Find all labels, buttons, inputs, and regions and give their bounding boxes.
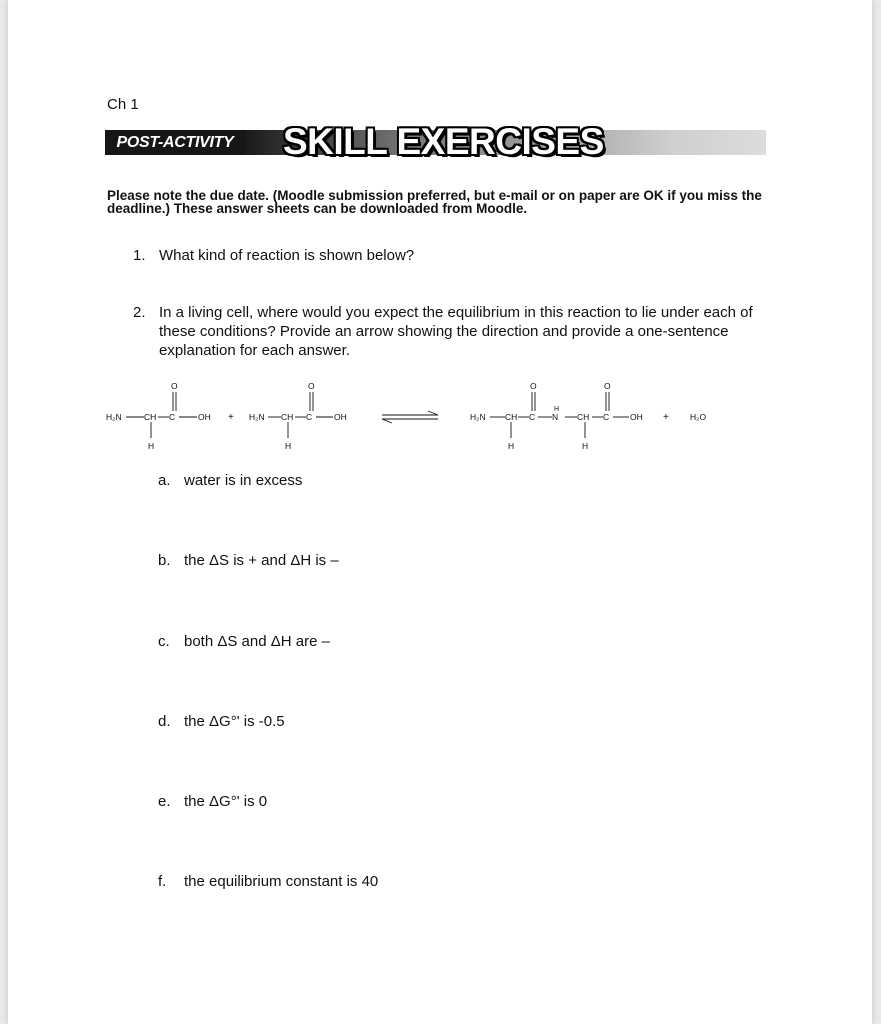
question-number: 1. — [133, 247, 146, 264]
document-page — [8, 0, 872, 1024]
eq-label: C — [169, 412, 176, 422]
eq-label: H — [554, 406, 560, 413]
eq-label: CH — [281, 412, 294, 422]
eq-label: CH — [577, 412, 590, 422]
eq-label: C — [529, 412, 536, 422]
eq-label: H — [148, 441, 155, 451]
subquestion-text: the ΔG°' is -0.5 — [184, 713, 285, 730]
eq-label: H₂N — [106, 412, 122, 422]
eq-label: O — [530, 381, 537, 391]
question-number: 2. — [133, 304, 146, 321]
subquestion-letter: d. — [158, 713, 171, 730]
eq-plus: + — [663, 412, 669, 423]
subquestion-letter: b. — [158, 552, 171, 569]
eq-label: OH — [198, 412, 211, 422]
eq-label: H₂N — [249, 412, 265, 422]
eq-label: H₂O — [690, 412, 707, 422]
eq-plus: + — [228, 412, 234, 423]
subquestion-text: the ΔG°' is 0 — [184, 793, 268, 810]
subquestion-text: water is in excess — [184, 472, 303, 489]
post-activity-tag: POST-ACTIVITY — [105, 130, 245, 155]
eq-label: N — [552, 412, 559, 422]
due-date-note: Please note the due date. (Moodle submission preferred, but e-mail or on paper are OK if you miss the deadline.) These answer sheets can be downloaded from Moodle. — [107, 188, 762, 216]
eq-label: H — [285, 441, 292, 451]
eq-label: CH — [505, 412, 518, 422]
eq-label: O — [308, 381, 315, 391]
eq-label: O — [604, 381, 611, 391]
subquestion-letter: f. — [158, 873, 167, 890]
eq-label: OH — [334, 412, 347, 422]
skill-exercises-banner — [105, 122, 770, 162]
subquestion-letter: e. — [158, 793, 171, 810]
subquestion-letter: a. — [158, 472, 171, 489]
eq-label: H₂N — [470, 412, 486, 422]
subquestion-text: both ΔS and ΔH are – — [184, 633, 330, 650]
chapter-label: Ch 1 — [107, 96, 139, 113]
subquestion-text: the equilibrium constant is 40 — [184, 873, 379, 890]
eq-label: C — [603, 412, 610, 422]
peptide-reaction-diagram — [106, 376, 716, 456]
question-text: What kind of reaction is shown below? — [159, 247, 415, 264]
subquestion-letter: c. — [158, 633, 170, 650]
question-text: In a living cell, where would you expect the equilibrium in this reaction to lie under each of these conditions? Provide an arrow showing the direction and provide a one-sentence explanation for each answer. — [159, 304, 753, 359]
eq-label: OH — [630, 412, 643, 422]
eq-label: C — [306, 412, 313, 422]
banner-title: SKILL EXERCISES — [283, 121, 604, 162]
eq-label: O — [171, 381, 178, 391]
eq-label: CH — [144, 412, 157, 422]
eq-label: H — [582, 441, 589, 451]
subquestion-text: the ΔS is + and ΔH is – — [184, 552, 339, 569]
eq-label: H — [508, 441, 515, 451]
